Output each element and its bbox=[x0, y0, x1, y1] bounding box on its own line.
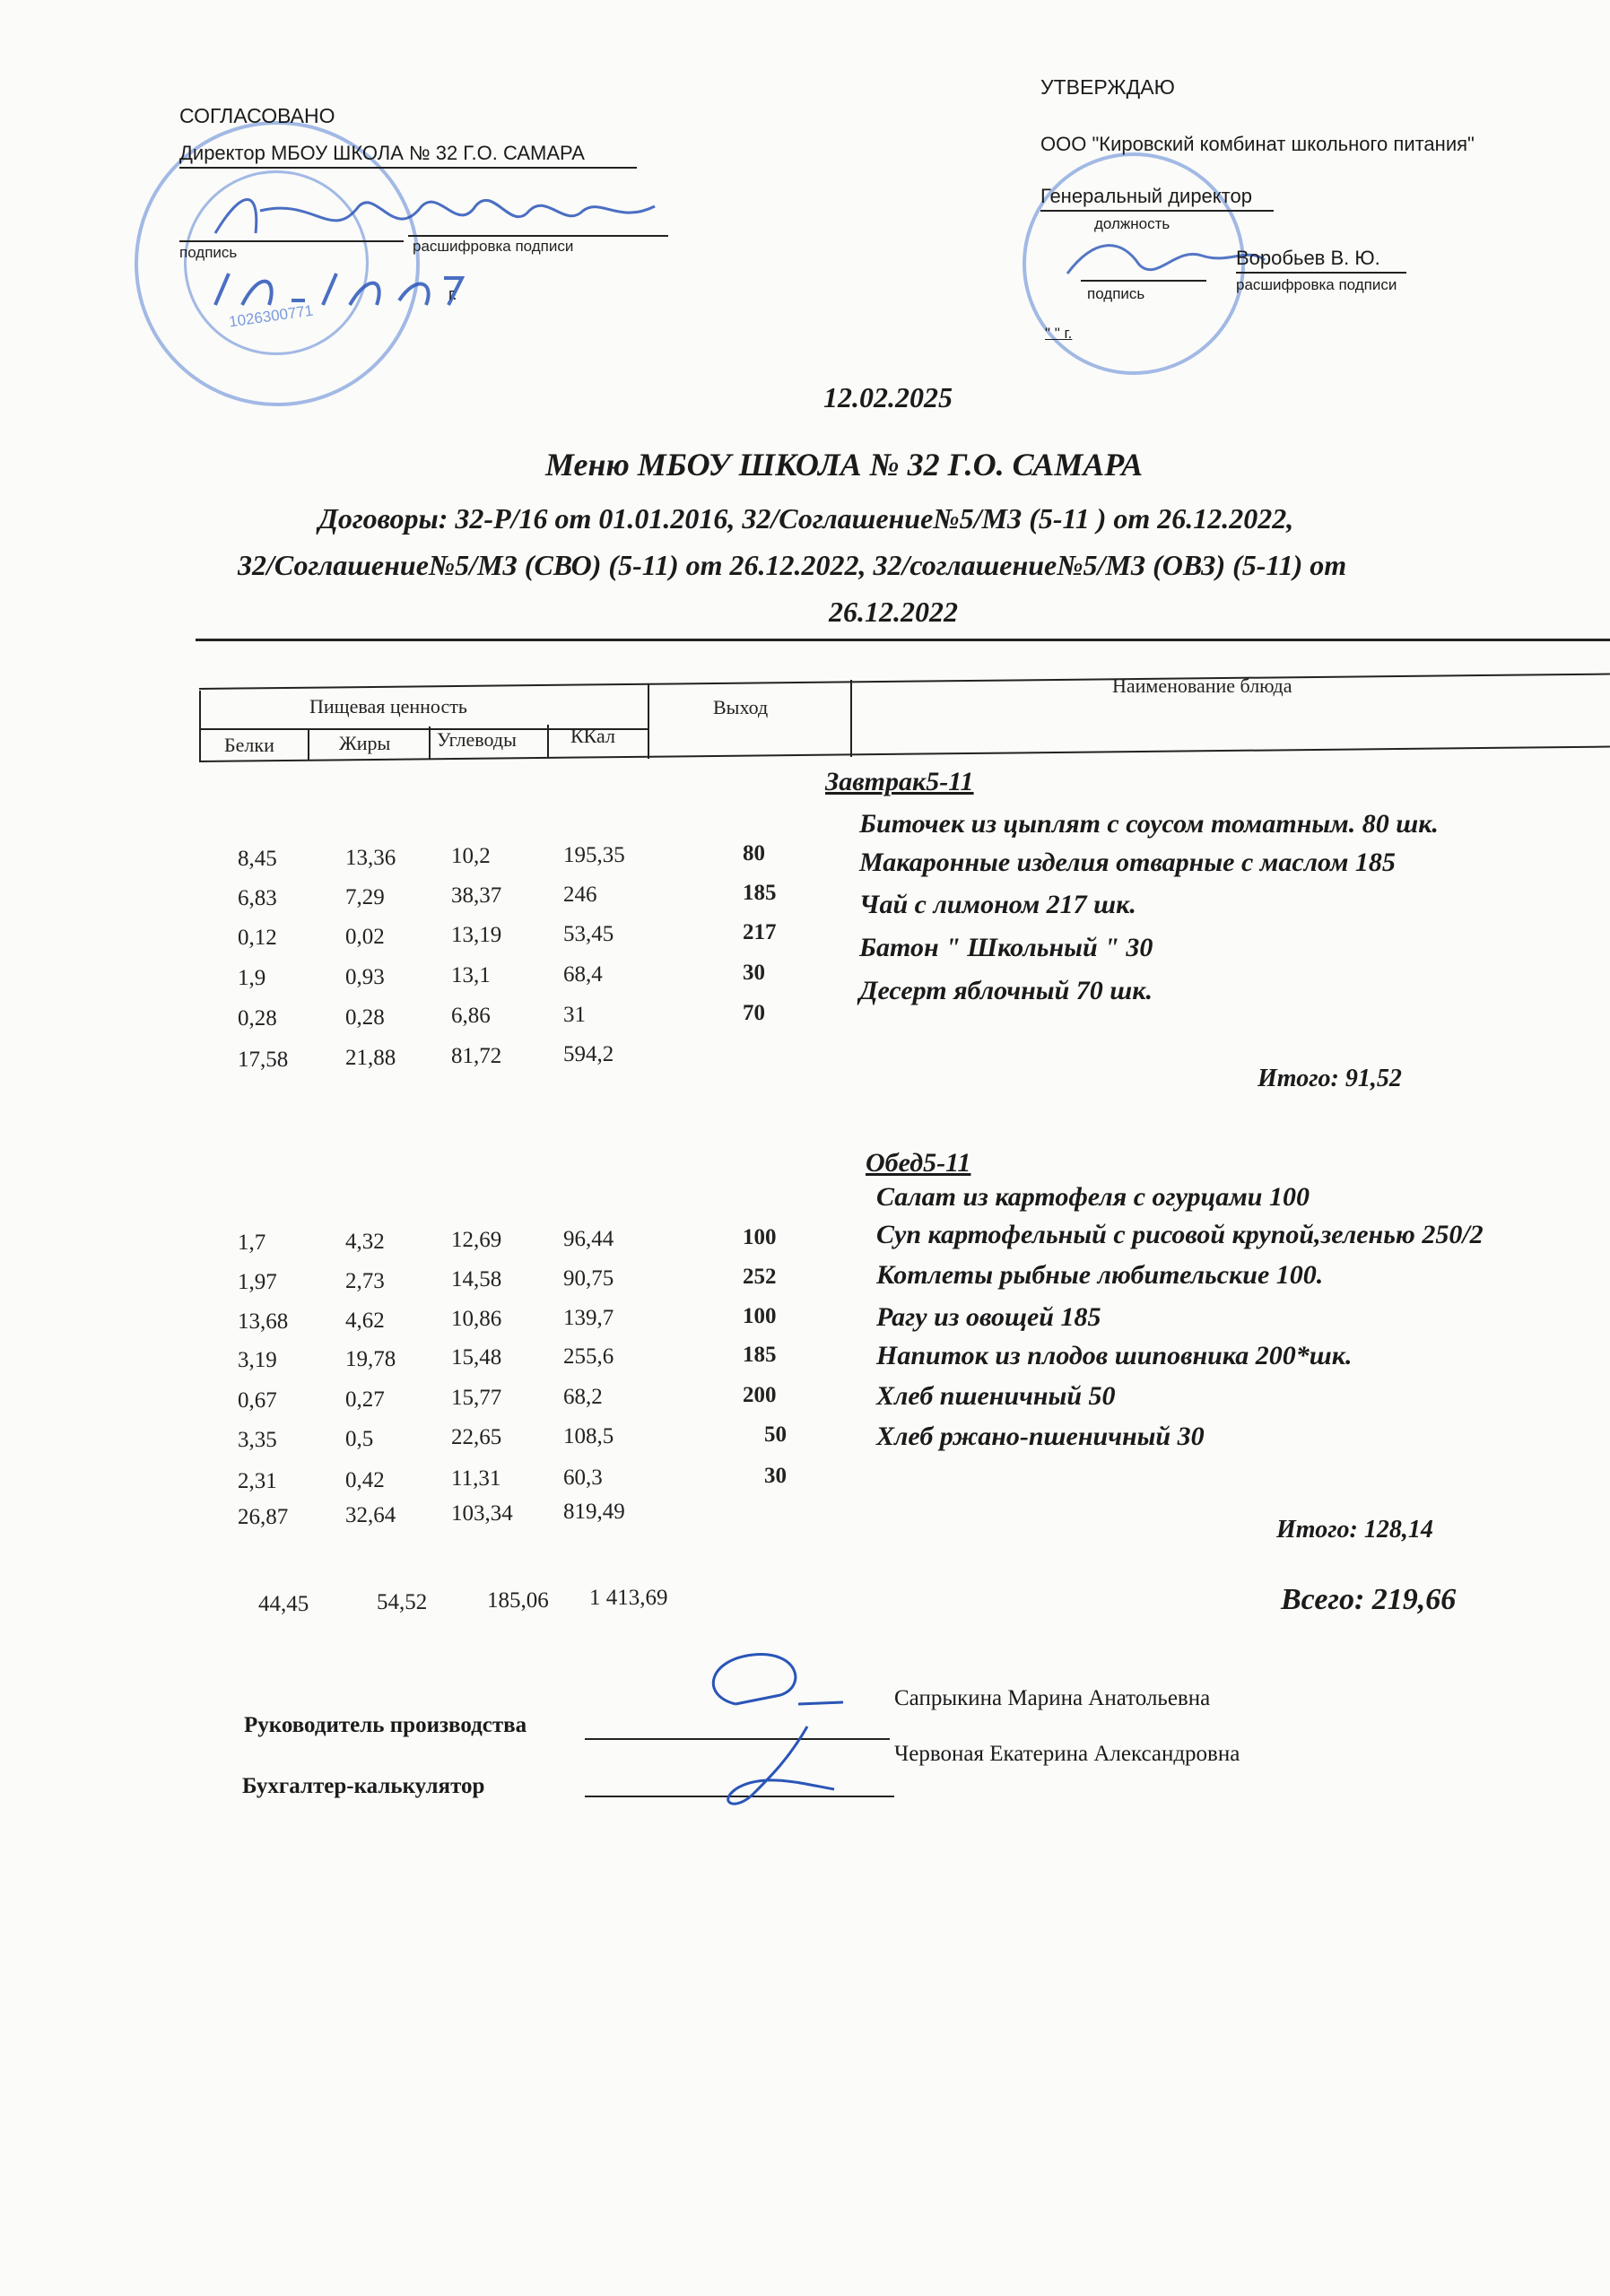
approval-right-position: Генеральный директор bbox=[1040, 185, 1252, 207]
cell-proteins: 3,19 bbox=[238, 1348, 277, 1372]
grand-proteins: 44,45 bbox=[258, 1592, 309, 1616]
contracts-line-2: 32/Соглашение№5/МЗ (СВО) (5-11) от 26.12.2022, 32/соглашение№5/МЗ (ОВЗ) (5-11) от bbox=[238, 549, 1347, 581]
cell-fats: 2,73 bbox=[345, 1268, 385, 1293]
cell-carbs: 6,86 bbox=[451, 1004, 491, 1028]
cell-kcal: 139,7 bbox=[563, 1305, 614, 1330]
header-left-border bbox=[199, 691, 201, 762]
cell-proteins: 3,35 bbox=[238, 1428, 277, 1452]
header-top-border bbox=[199, 674, 1610, 690]
cell-fats: 7,29 bbox=[345, 884, 385, 909]
cell-kcal: 68,2 bbox=[563, 1384, 603, 1409]
cell-output: 100 bbox=[743, 1225, 777, 1249]
document-date: 12.02.2025 bbox=[823, 381, 953, 413]
approval-left-title: СОГЛАСОВАНО bbox=[179, 104, 335, 127]
cell-kcal: 246 bbox=[563, 882, 597, 907]
cell-kcal: 255,6 bbox=[563, 1344, 614, 1369]
cell-kcal: 31 bbox=[563, 1002, 586, 1027]
cell-fats: 0,02 bbox=[345, 924, 385, 949]
cell-proteins: 0,28 bbox=[238, 1006, 277, 1031]
cell-proteins: 6,83 bbox=[238, 886, 277, 910]
header-col-div-4 bbox=[648, 683, 649, 759]
total-fats: 21,88 bbox=[345, 1046, 396, 1070]
grand-kcal: 1 413,69 bbox=[589, 1586, 668, 1610]
cell-proteins: 0,12 bbox=[238, 926, 277, 950]
header-carbs: Углеводы bbox=[437, 728, 517, 751]
total-kcal: 819,49 bbox=[563, 1500, 625, 1524]
lunch-itogo: Итого: 128,14 bbox=[1276, 1516, 1433, 1544]
grand-fats: 54,52 bbox=[377, 1590, 428, 1614]
cell-dish-name: Салат из картофеля с огурцами 100 bbox=[876, 1182, 1310, 1212]
cell-output: 252 bbox=[743, 1265, 777, 1289]
approval-right-position-underline bbox=[1040, 210, 1274, 212]
total-kcal: 594,2 bbox=[563, 1042, 614, 1066]
cell-proteins: 13,68 bbox=[238, 1309, 289, 1334]
header-proteins: Белки bbox=[224, 734, 274, 756]
signature-name-1: Сапрыкина Марина Анатольевна bbox=[894, 1686, 1211, 1710]
cell-dish-name: Батон " Школьный " 30 bbox=[859, 933, 1153, 962]
cell-kcal: 90,75 bbox=[563, 1265, 614, 1291]
header-col-div-1 bbox=[308, 728, 309, 761]
cell-carbs: 14,58 bbox=[451, 1267, 502, 1292]
header-kcal: ККал bbox=[570, 725, 615, 747]
cell-output: 185 bbox=[743, 881, 777, 905]
cell-fats: 0,93 bbox=[345, 964, 385, 989]
breakfast-itogo: Итого: 91,52 bbox=[1258, 1065, 1402, 1092]
breakfast-title: Завтрак5-11 bbox=[825, 767, 974, 796]
approval-right-title: УТВЕРЖДАЮ bbox=[1040, 75, 1175, 99]
cell-fats: 4,62 bbox=[345, 1308, 385, 1333]
total-fats: 32,64 bbox=[345, 1503, 396, 1527]
cell-fats: 0,28 bbox=[345, 1004, 385, 1030]
cell-output: 70 bbox=[743, 1001, 765, 1025]
approval-left-position: Директор МБОУ ШКОЛА № 32 Г.О. САМАРА bbox=[179, 142, 585, 164]
cell-dish-name: Котлеты рыбные любительские 100. bbox=[876, 1260, 1324, 1290]
cell-output: 50 bbox=[764, 1422, 787, 1447]
cell-proteins: 2,31 bbox=[238, 1469, 277, 1493]
cell-dish-name: Десерт яблочный 70 шк. bbox=[859, 976, 1153, 1005]
cell-carbs: 15,48 bbox=[451, 1345, 502, 1370]
total-proteins: 26,87 bbox=[238, 1505, 289, 1529]
cell-fats: 0,27 bbox=[345, 1387, 385, 1412]
cell-output: 200 bbox=[743, 1383, 777, 1407]
header-output: Выход bbox=[713, 696, 769, 718]
approval-right-name-underline bbox=[1236, 272, 1406, 274]
cell-fats: 0,5 bbox=[345, 1426, 374, 1451]
cell-proteins: 1,97 bbox=[238, 1270, 277, 1294]
rule-top bbox=[196, 639, 1610, 641]
cell-carbs: 12,69 bbox=[451, 1228, 502, 1252]
cell-proteins: 8,45 bbox=[238, 847, 277, 871]
cell-proteins: 0,67 bbox=[238, 1388, 277, 1413]
cell-output: 30 bbox=[743, 961, 765, 985]
cell-dish-name: Хлеб пшеничный 50 bbox=[876, 1381, 1116, 1411]
approval-left-position-underline bbox=[179, 167, 637, 169]
cell-carbs: 11,31 bbox=[451, 1466, 501, 1491]
total-proteins: 17,58 bbox=[238, 1048, 289, 1072]
header-dish-name: Наименование блюда bbox=[1112, 674, 1292, 697]
cell-carbs: 13,19 bbox=[451, 923, 502, 947]
cell-kcal: 96,44 bbox=[563, 1226, 614, 1251]
cell-kcal: 195,35 bbox=[563, 842, 625, 867]
header-nutrition: Пищевая ценность bbox=[309, 695, 467, 718]
contracts-line-3: 26.12.2022 bbox=[829, 596, 958, 628]
header-col-div-5 bbox=[850, 680, 852, 757]
approval-right-name: Воробьев В. Ю. bbox=[1236, 247, 1380, 269]
stamp-number: 1026300771 bbox=[228, 301, 315, 331]
signature-role-2: Бухгалтер-калькулятор bbox=[242, 1774, 485, 1798]
cell-carbs: 10,2 bbox=[451, 844, 491, 868]
approval-right-organization: ООО "Кировский комбинат школьного питания" bbox=[1040, 133, 1475, 155]
cell-dish-name: Напиток из плодов шиповника 200*шк. bbox=[876, 1341, 1353, 1370]
cell-kcal: 60,3 bbox=[563, 1465, 603, 1490]
document-title: Меню МБОУ ШКОЛА № 32 Г.О. САМАРА bbox=[545, 447, 1144, 483]
cell-kcal: 53,45 bbox=[563, 921, 614, 946]
cell-proteins: 1,7 bbox=[238, 1231, 266, 1255]
handwritten-date-left bbox=[206, 260, 475, 323]
header-bottom-border bbox=[199, 746, 1610, 762]
header-fats: Жиры bbox=[339, 732, 391, 754]
cell-output: 217 bbox=[743, 920, 777, 944]
cell-fats: 0,42 bbox=[345, 1467, 385, 1492]
approval-left-sign-caption: подпись bbox=[179, 244, 238, 261]
approval-right-date-line: " " г. bbox=[1045, 325, 1073, 342]
cell-fats: 19,78 bbox=[345, 1346, 396, 1371]
grand-vsego: Всего: 219,66 bbox=[1281, 1583, 1457, 1616]
cell-kcal: 108,5 bbox=[563, 1423, 614, 1448]
cell-carbs: 38,37 bbox=[451, 883, 502, 908]
cell-proteins: 1,9 bbox=[238, 966, 266, 990]
approval-left-decode-caption: расшифровка подписи bbox=[413, 238, 574, 255]
total-carbs: 103,34 bbox=[451, 1501, 513, 1526]
cell-output: 30 bbox=[764, 1464, 787, 1488]
cell-dish-name: Рагу из овощей 185 bbox=[876, 1302, 1101, 1332]
cell-dish-name: Биточек из цыплят с соусом томатным. 80 шк. bbox=[859, 809, 1439, 839]
cell-carbs: 10,86 bbox=[451, 1307, 502, 1331]
cell-output: 185 bbox=[743, 1343, 777, 1367]
approval-left-decode-line bbox=[408, 235, 668, 237]
lunch-title: Обед5-11 bbox=[866, 1148, 971, 1178]
approval-left-year-suffix: г. bbox=[448, 285, 457, 303]
cell-output: 100 bbox=[743, 1304, 777, 1328]
cell-output: 80 bbox=[743, 841, 765, 865]
header-col-div-3 bbox=[547, 725, 549, 757]
cell-dish-name: Хлеб ржано-пшеничный 30 bbox=[876, 1422, 1205, 1451]
grand-carbs: 185,06 bbox=[487, 1588, 549, 1613]
signature-role-1: Руководитель производства bbox=[244, 1713, 527, 1737]
approval-left-sign-line bbox=[179, 240, 404, 242]
approval-right-sign-line bbox=[1081, 280, 1206, 282]
approval-right-position-caption: должность bbox=[1094, 215, 1171, 232]
cell-fats: 13,36 bbox=[345, 845, 396, 870]
cell-carbs: 15,77 bbox=[451, 1386, 502, 1410]
cell-carbs: 13,1 bbox=[451, 963, 491, 987]
signature-name-2: Червоная Екатерина Александровна bbox=[894, 1742, 1240, 1766]
cell-carbs: 22,65 bbox=[451, 1425, 502, 1449]
cell-dish-name: Чай с лимоном 217 шк. bbox=[859, 890, 1136, 919]
contracts-line-1: Договоры: 32-Р/16 от 01.01.2016, 32/Соглашение№5/МЗ (5-11 ) от 26.12.2022, bbox=[318, 502, 1294, 535]
cell-fats: 4,32 bbox=[345, 1229, 385, 1254]
signature-handwritten-2 bbox=[700, 1722, 861, 1821]
header-col-div-2 bbox=[429, 726, 431, 759]
approval-right-decode-caption: расшифровка подписи bbox=[1236, 276, 1397, 293]
cell-dish-name: Суп картофельный с рисовой крупой,зеленью 250/2 bbox=[876, 1220, 1484, 1249]
cell-dish-name: Макаронные изделия отварные с маслом 185 bbox=[859, 848, 1396, 877]
approval-right-sign-caption: подпись bbox=[1087, 285, 1145, 302]
cell-kcal: 68,4 bbox=[563, 961, 603, 987]
signature-handwritten-1 bbox=[700, 1641, 861, 1722]
total-carbs: 81,72 bbox=[451, 1044, 502, 1068]
